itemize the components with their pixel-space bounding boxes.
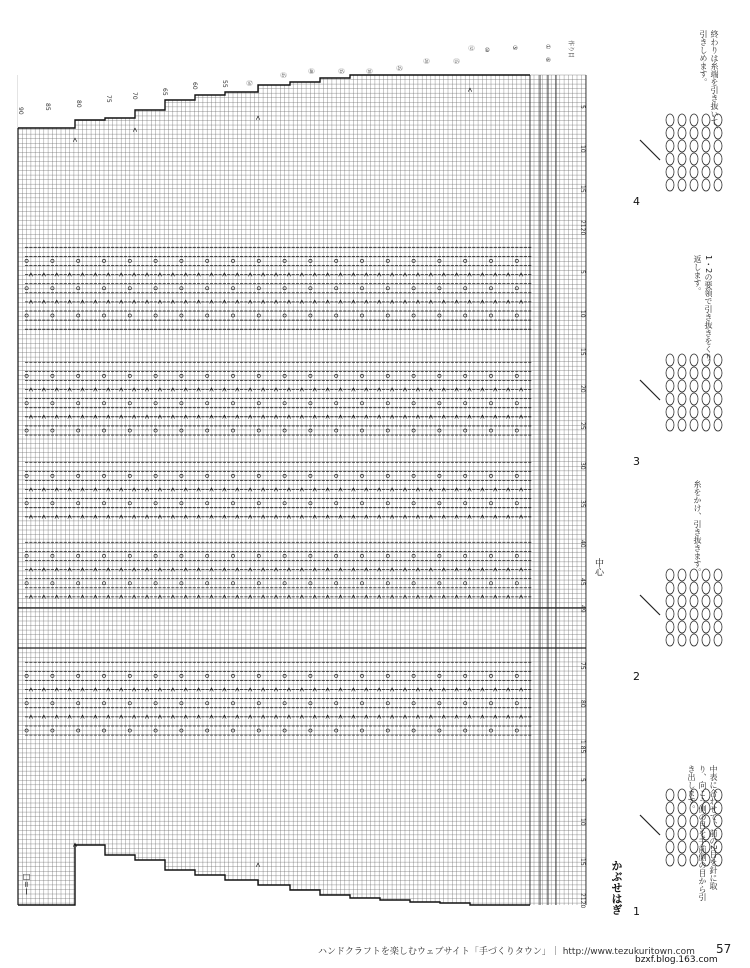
chart-grid <box>18 0 586 968</box>
stitch-label: 作り目 <box>567 40 574 59</box>
step-2-text: 糸をかけ、引き抜きます。 <box>693 480 702 576</box>
footer-site-text: ハンドクラフトを楽しむウェブサイト「手づくりタウン」｜ http://www.tezukuritown.com <box>318 947 695 957</box>
stitch-label: ⑤ <box>511 45 518 51</box>
step-3-number: 3 <box>633 455 640 468</box>
row-tick: 35 <box>579 500 586 508</box>
page-number: 57 <box>716 942 732 956</box>
step-2-number: 2 <box>633 670 640 683</box>
row-tick: 15 <box>579 858 586 866</box>
stitch-label: 65 <box>161 88 168 96</box>
step-1-number: 1 <box>633 905 640 918</box>
row-tick: 20 <box>579 385 586 393</box>
stitch-label: 70 <box>131 92 138 100</box>
row-tick: 5 <box>579 270 586 274</box>
row-tick: 45 <box>579 578 586 586</box>
row-tick: 30 <box>579 462 586 470</box>
row-tick: 1 85 <box>579 740 586 754</box>
stitch-label: ⑫ <box>467 45 474 52</box>
row-tick: 10 <box>579 145 586 153</box>
row-tick: 2120 <box>579 893 586 909</box>
row-tick: 15 <box>579 348 586 356</box>
stitch-label: ㉟ <box>337 68 344 75</box>
step-4-number: 4 <box>633 195 640 208</box>
chart-symbols <box>25 88 531 867</box>
step-1-text: 中表に合わせて、前の2目を針に取り、向こう側の目を手前側の目から引き出します。 <box>687 765 718 901</box>
row-tick: 5 <box>579 778 586 782</box>
watermark: bzxf.blog.163.com <box>635 955 718 965</box>
row-tick: 15 <box>579 185 586 193</box>
stitch-label: ⑮ <box>452 58 459 65</box>
stitch-label: 85 <box>44 103 51 111</box>
stitch-label: ㉕ <box>395 65 402 72</box>
stitch-label: ㊿ <box>245 80 252 87</box>
stitch-label: ⑳ <box>422 58 429 65</box>
row-tick: 2120 <box>579 220 586 236</box>
stitch-label: ① <box>544 44 551 50</box>
row-tick: 10 <box>579 818 586 826</box>
step-4-text: 終わりは糸端を引き抜いて、引きしめます。 <box>699 30 719 134</box>
stitch-label: ⑥ <box>544 57 551 63</box>
row-tick: 75 <box>579 662 586 670</box>
stitch-label: ⑩ <box>483 47 490 53</box>
row-tick: 10 <box>579 310 586 318</box>
center-label: 中心 <box>593 558 603 576</box>
stitch-label: 80 <box>75 100 82 108</box>
legend: □=Ⅰ <box>22 872 31 897</box>
stitch-label: 75 <box>105 95 112 103</box>
stitch-label: ㊺ <box>279 72 286 79</box>
row-tick: 25 <box>579 422 586 430</box>
chart-outline <box>18 75 530 905</box>
row-tick: 80 <box>579 700 586 708</box>
stitch-label: 55 <box>221 80 228 88</box>
section-title: かぶせはぎ <box>610 860 623 915</box>
row-tick: 49 <box>579 605 586 613</box>
stitch-label: 90 <box>17 107 24 115</box>
stitch-label: ㉚ <box>365 68 372 75</box>
step-3-text: 1・2の要領で引き抜きをくり返します。 <box>693 255 713 362</box>
row-tick: 5 <box>579 105 586 109</box>
stitch-label: 60 <box>191 82 198 90</box>
stitch-label: ㊵ <box>307 68 314 75</box>
row-tick: 40 <box>579 540 586 548</box>
